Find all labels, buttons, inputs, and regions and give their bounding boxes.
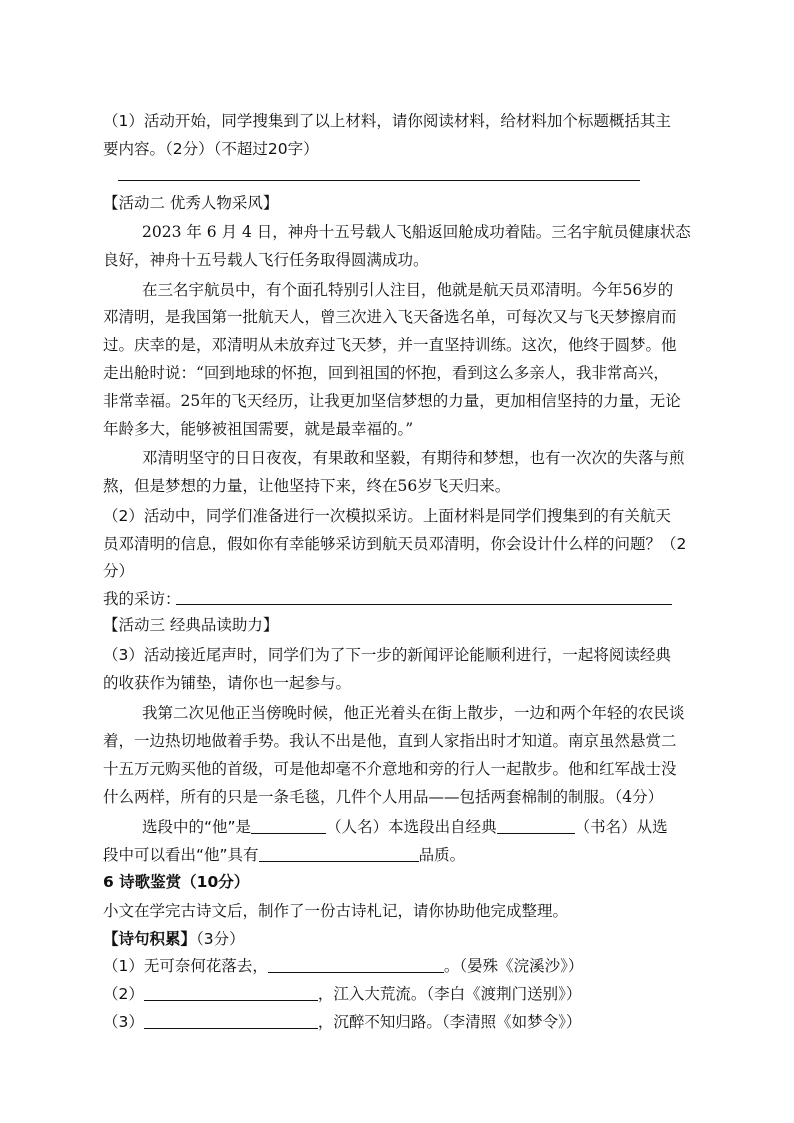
fill-text: （人名）本选段出自经典 xyxy=(326,818,497,836)
poem-blank-1[interactable] xyxy=(268,958,444,973)
q1-line-2: 要内容。（2分）（不超过20字） xyxy=(103,140,319,158)
section6-title: 6 诗歌鉴赏（10分） xyxy=(103,873,250,891)
q2-line: 分） xyxy=(103,562,135,580)
activity3-heading: 【活动三 经典品读助力】 xyxy=(103,616,279,634)
activity2-heading: 【活动二 优秀人物采风】 xyxy=(103,194,279,212)
activity2-para2-line: 非常幸福。25年的飞天经历，让我更加坚信梦想的力量，更加相信坚持的力量，无论 xyxy=(103,392,681,410)
poem-num: （1） xyxy=(103,957,144,975)
book-title-blank[interactable] xyxy=(497,819,575,834)
passage-line: 我第二次见他正当傍晚时候，他正光着头在街上散步，一边和两个年轻的农民谈 xyxy=(142,704,685,722)
interview-answer-line[interactable] xyxy=(176,604,672,605)
poem-num: （2） xyxy=(103,985,144,1003)
activity2-para2-line: 邓清明，是我国第一批航天人，曾三次进入飞天备选名单，可每次又与飞天梦擦肩而 xyxy=(103,308,677,326)
q1-line-1: （1）活动开始，同学搜集到了以上材料，请你阅读材料，给材料加个标题概括其主 xyxy=(103,112,671,130)
poem-blank-2[interactable] xyxy=(144,986,318,1001)
activity2-para2-line: 过。庆幸的是，邓清明从未放弃过飞天梦，并一直坚持训练。这次，他终于圆梦。他 xyxy=(103,336,677,354)
fill-line-2 xyxy=(103,845,465,865)
q2-line: 员邓清明的信息，假如你有幸能够采访到航天员邓清明，你会设计什么样的问题？（2 xyxy=(103,535,687,553)
accumulation-heading xyxy=(103,929,245,949)
poem-after: 。（晏殊《浣溪沙》） xyxy=(443,957,584,975)
poem-after: ，江入大荒流。（李白《渡荆门送别》） xyxy=(317,985,582,1003)
fill-text: （书名）从选 xyxy=(574,818,668,836)
section6-intro: 小文在学完古诗文后，制作了一份古诗札记，请你协助他完成整理。 xyxy=(103,902,569,920)
poem-before: 无可奈何花落去， xyxy=(143,957,268,975)
passage-line: 十五万元购买他的首级，可是他却毫不介意地和旁的行人一起散步。他和红军战士没 xyxy=(103,760,677,778)
activity2-para3-line: 熬，但是梦想的力量，让他坚持下来，终在56岁飞天归来。 xyxy=(103,477,511,495)
accumulation-score: （3分） xyxy=(196,930,245,948)
q2-line: （2）活动中，同学们准备进行一次模拟采访。上面材料是同学们搜集到的有关航天 xyxy=(103,507,671,525)
poem-num: （3） xyxy=(103,1013,144,1031)
poem-item-1 xyxy=(103,956,583,976)
person-name-blank[interactable] xyxy=(251,819,326,834)
q1-answer-line[interactable] xyxy=(118,180,640,181)
quality-blank[interactable] xyxy=(259,847,419,862)
fill-text: 选段中的“他”是 xyxy=(142,818,252,836)
activity2-para1-line: 良好，神舟十五号载人飞行任务取得圆满成功。 xyxy=(103,251,429,269)
activity2-para1-line: 2023 年 6 月 4 日，神舟十五号载人飞船返回舱成功着陆。三名宇航员健康状态 xyxy=(142,223,691,241)
q3-line: 的收获作为铺垫，请你也一起参与。 xyxy=(103,674,352,692)
q3-line: （3）活动接近尾声时，同学们为了下一步的新闻评论能顺利进行，一起将阅读经典 xyxy=(103,646,671,664)
interview-label: 我的采访： xyxy=(103,590,181,608)
poem-item-3 xyxy=(103,1012,581,1032)
passage-line: 着，一边热切地做着手势。我认不出是他，直到人家指出时才知道。南京虽然悬赏二 xyxy=(103,732,677,750)
fill-text: 品质。 xyxy=(418,846,466,864)
passage-line: 什么两样，所有的只是一条毛毯，几件个人用品——包括两套棉制的制服。（4分） xyxy=(103,788,664,806)
fill-text: 段中可以看出“他”具有 xyxy=(103,846,259,864)
activity2-para2-line: 年龄多大，能够被祖国需要，就是最幸福的。” xyxy=(103,420,414,438)
poem-after: ，沉醉不知归路。（李清照《如梦令》） xyxy=(317,1013,582,1031)
accumulation-label: 【诗句积累】 xyxy=(103,930,197,948)
poem-blank-3[interactable] xyxy=(144,1014,318,1029)
activity2-para2-line: 走出舱时说：“回到地球的怀抱，回到祖国的怀抱，看到这么多亲人，我非常高兴， xyxy=(103,364,669,382)
activity2-para3-line: 邓清明坚守的日日夜夜，有果敢和坚毅，有期待和梦想，也有一次次的失落与煎 xyxy=(142,449,685,467)
activity2-para2-line: 在三名宇航员中，有个面孔特别引人注目，他就是航天员邓清明。今年56岁的 xyxy=(142,281,674,299)
poem-item-2 xyxy=(103,984,581,1004)
fill-line-1 xyxy=(142,817,668,837)
